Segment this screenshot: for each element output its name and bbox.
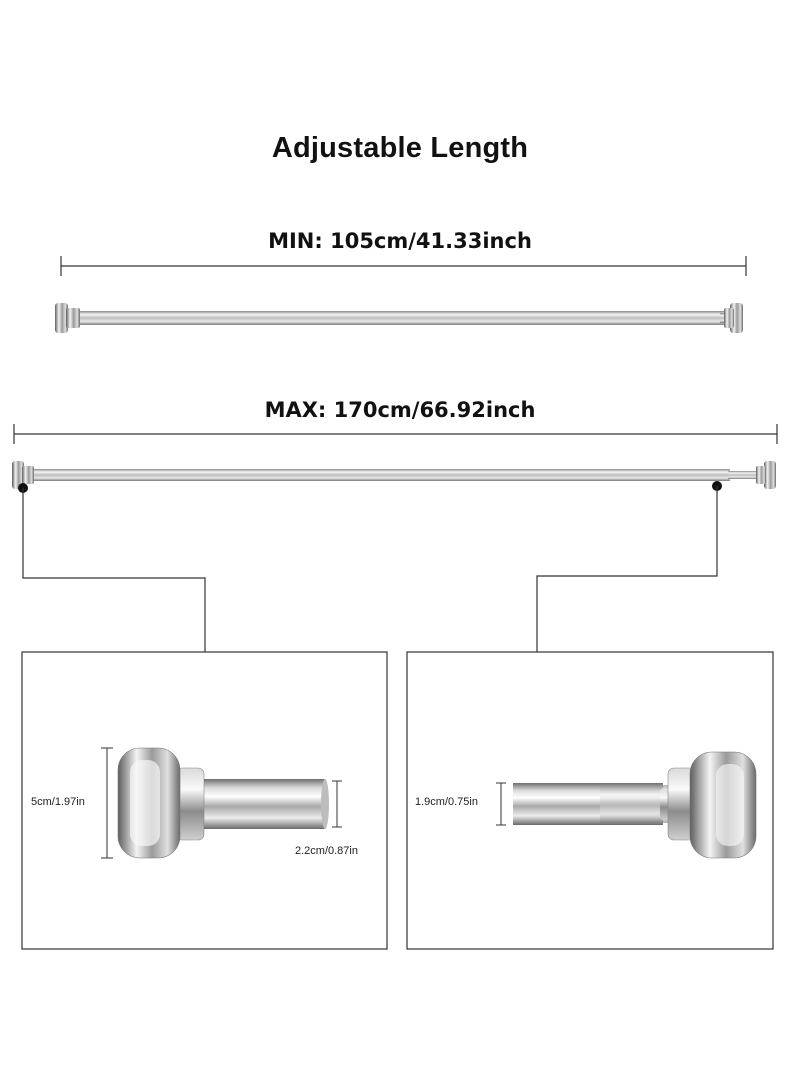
- page-title: Adjustable Length: [271, 132, 529, 164]
- min-dimension-line: [61, 256, 746, 276]
- max-rod: [12, 461, 776, 493]
- max-dimension-line: [14, 424, 777, 444]
- tube-diameter-label: 2.2cm/0.87in: [295, 845, 358, 857]
- flange-diameter-label: 5cm/1.97in: [31, 796, 85, 808]
- callout-lines: [23, 486, 717, 652]
- inner-tube-diameter-label: 1.9cm/0.75in: [415, 796, 478, 808]
- min-length-label: MIN: 105cm/41.33inch: [268, 229, 532, 253]
- max-length-label: MAX: 170cm/66.92inch: [264, 398, 536, 422]
- min-rod: [55, 303, 743, 333]
